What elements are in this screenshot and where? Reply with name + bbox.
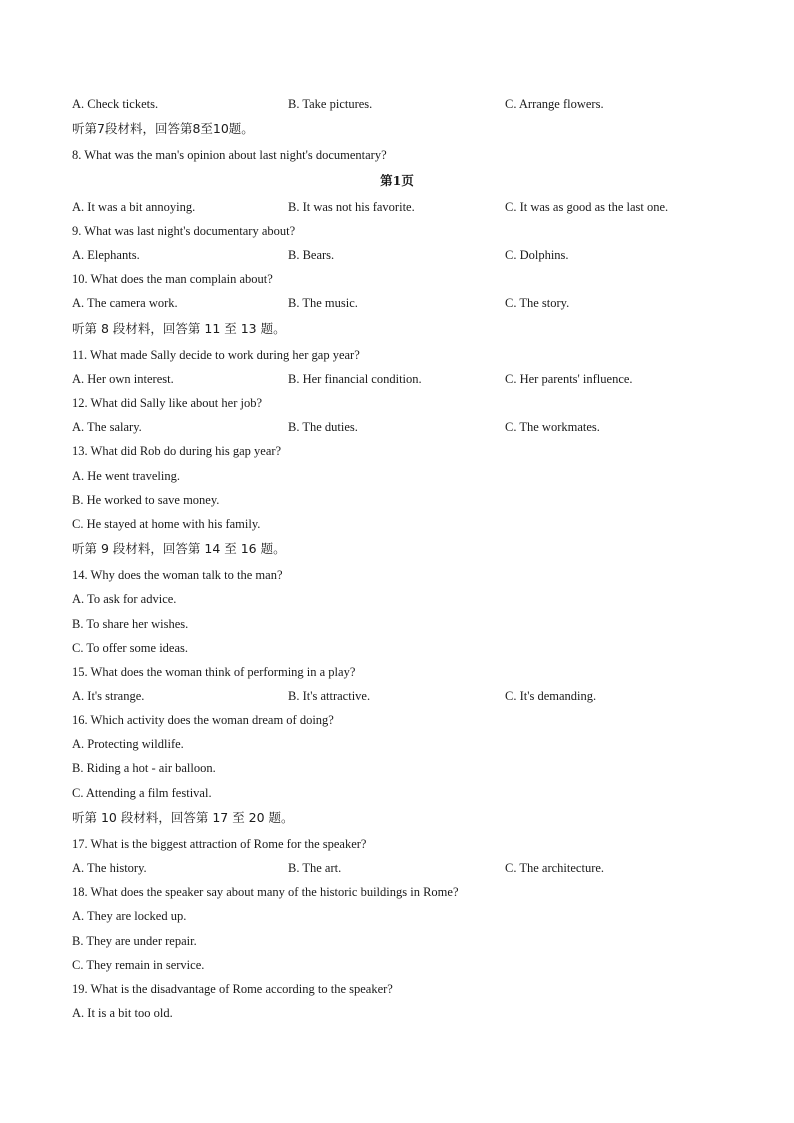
- q14-option-a: A. To ask for advice.: [72, 592, 177, 606]
- q10-option-a: A. The camera work.: [72, 296, 178, 310]
- question-13: 13. What did Rob do during his gap year?: [72, 444, 282, 458]
- q16-option-b: B. Riding a hot - air balloon.: [72, 761, 216, 775]
- q13-option-c: C. He stayed at home with his family.: [72, 517, 261, 531]
- q8-option-a: A. It was a bit annoying.: [72, 200, 196, 214]
- question-11: 11. What made Sally decide to work during her gap year?: [72, 348, 360, 362]
- question-15: 15. What does the woman think of performing in a play?: [72, 665, 356, 679]
- q9-option-c: C. Dolphins.: [505, 248, 569, 262]
- section-10-heading: 听第 10 段材料，回答第 17 至 20 题。: [72, 810, 294, 825]
- q13-option-b: B. He worked to save money.: [72, 493, 220, 507]
- q9-option-a: A. Elephants.: [72, 248, 140, 262]
- q14-option-b: B. To share her wishes.: [72, 617, 189, 631]
- q12-option-b: B. The duties.: [288, 420, 358, 434]
- q12-option-c: C. The workmates.: [505, 420, 600, 434]
- q7-option-a: A. Check tickets.: [72, 97, 159, 111]
- q13-option-a: A. He went traveling.: [72, 469, 180, 483]
- question-8: 8. What was the man's opinion about last night's documentary?: [72, 148, 387, 162]
- q7-options: [0, 96, 794, 112]
- q18-option-c: C. They remain in service.: [72, 958, 205, 972]
- q11-option-b: B. Her financial condition.: [288, 372, 422, 386]
- q11-option-c: C. Her parents' influence.: [505, 372, 633, 386]
- question-9: 9. What was last night's documentary about?: [72, 224, 296, 238]
- q7-option-c: C. Arrange flowers.: [505, 97, 604, 111]
- section-9-heading: 听第 9 段材料，回答第 14 至 16 题。: [72, 541, 286, 556]
- q10-option-b: B. The music.: [288, 296, 358, 310]
- q11-options: [0, 371, 794, 387]
- q10-option-c: C. The story.: [505, 296, 570, 310]
- q15-option-c: C. It's demanding.: [505, 689, 597, 703]
- q16-option-c: C. Attending a film festival.: [72, 786, 212, 800]
- q8-option-b: B. It was not his favorite.: [288, 200, 415, 214]
- q17-option-b: B. The art.: [288, 861, 342, 875]
- question-12: 12. What did Sally like about her job?: [72, 396, 263, 410]
- question-18: 18. What does the speaker say about many of the historic buildings in Rome?: [72, 885, 459, 899]
- q8-options: [0, 199, 794, 215]
- page-number: 第1页: [380, 173, 414, 188]
- q12-options: [0, 419, 794, 435]
- q12-option-a: A. The salary.: [72, 420, 142, 434]
- q15-options: [0, 688, 794, 704]
- q17-option-a: A. The history.: [72, 861, 147, 875]
- question-19: 19. What is the disadvantage of Rome according to the speaker?: [72, 982, 393, 996]
- q9-option-b: B. Bears.: [288, 248, 335, 262]
- q8-option-c: C. It was as good as the last one.: [505, 200, 669, 214]
- q18-option-a: A. They are locked up.: [72, 909, 187, 923]
- q14-option-c: C. To offer some ideas.: [72, 641, 189, 655]
- q17-option-c: C. The architecture.: [505, 861, 605, 875]
- question-10: 10. What does the man complain about?: [72, 272, 273, 286]
- q9-options: [0, 247, 794, 263]
- q15-option-a: A. It's strange.: [72, 689, 145, 703]
- q16-option-a: A. Protecting wildlife.: [72, 737, 184, 751]
- section-7-heading: 听第7段材料，回答第8至10题。: [72, 121, 254, 136]
- section-8-heading: 听第 8 段材料，回答第 11 至 13 题。: [72, 321, 286, 336]
- q19-option-a: A. It is a bit too old.: [72, 1006, 173, 1020]
- question-14: 14. Why does the woman talk to the man?: [72, 568, 283, 582]
- question-17: 17. What is the biggest attraction of Rome for the speaker?: [72, 837, 367, 851]
- q7-option-b: B. Take pictures.: [288, 97, 373, 111]
- question-16: 16. Which activity does the woman dream of doing?: [72, 713, 334, 727]
- q17-options: [0, 860, 794, 876]
- q15-option-b: B. It's attractive.: [288, 689, 371, 703]
- q18-option-b: B. They are under repair.: [72, 934, 197, 948]
- q11-option-a: A. Her own interest.: [72, 372, 174, 386]
- q10-options: [0, 295, 794, 311]
